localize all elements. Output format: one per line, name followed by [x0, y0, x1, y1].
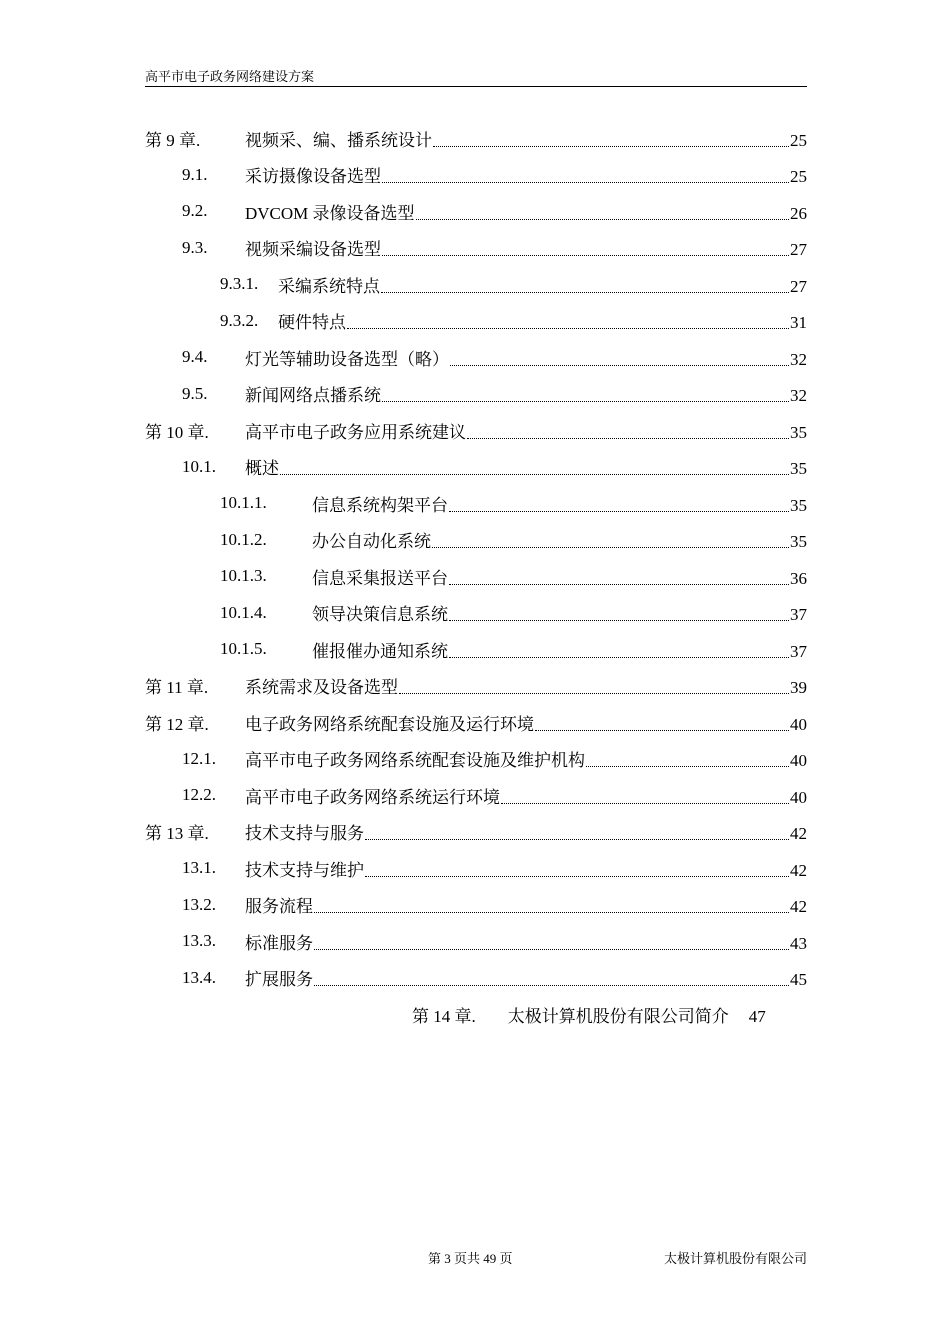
toc-entry-number: 12.2. [182, 785, 216, 804]
toc-entry-page: 43 [790, 933, 807, 953]
toc-entry-title: 高平市电子政务网络系统配套设施及维护机构 [245, 751, 585, 770]
toc-leader-dots [449, 584, 789, 585]
toc-entry-page: 25 [790, 130, 807, 150]
toc-leader-dots [365, 876, 789, 877]
toc-entry-page: 40 [790, 751, 807, 770]
toc-entry-page: 47 [748, 1007, 766, 1026]
toc-entry-title: 视频采、编、播系统设计 [245, 130, 432, 150]
toc-leader-dots [586, 766, 789, 767]
toc-entry[interactable] [0, 412, 950, 448]
toc-leader-dots [467, 438, 789, 439]
toc-leader-dots [314, 985, 789, 986]
toc-entry-title: 技术支持与维护 [245, 860, 364, 880]
toc-entry[interactable] [0, 668, 950, 704]
header-divider [145, 86, 807, 87]
toc-entry-page: 32 [790, 386, 807, 405]
toc-entry-number: 10.1.2. [220, 529, 267, 549]
toc-leader-dots [381, 292, 789, 293]
toc-entry-number: 13.3. [182, 931, 216, 950]
toc-leader-dots [382, 182, 789, 183]
toc-entry[interactable] [0, 157, 950, 193]
toc-entry-title: 服务流程 [245, 897, 313, 916]
toc-entry-title: 硬件特点 [278, 313, 346, 332]
toc-leader-dots [382, 401, 789, 402]
footer-page-info: 第 3 页共 49 页 [428, 1251, 513, 1266]
toc-entry-page: 42 [790, 824, 807, 843]
toc-entry-title: 电子政务网络系统配套设施及运行环境 [245, 714, 534, 734]
footer-company: 太极计算机股份有限公司 [663, 1251, 807, 1266]
toc-entry-number: 10.1.5. [220, 639, 267, 658]
toc-entry-number: 第 12 章. [145, 714, 209, 734]
toc-entry-number: 9.3.2. [220, 310, 259, 330]
toc-entry[interactable] [0, 193, 950, 229]
toc-leader-dots [432, 547, 789, 548]
toc-entry-number: 10.1.4. [220, 602, 267, 622]
toc-entry-number: 第 11 章. [145, 678, 209, 697]
toc-entry-page: 39 [790, 678, 807, 697]
toc-entry-title: 催报催办通知系统 [312, 641, 448, 661]
toc-leader-dots [382, 255, 789, 256]
toc-entry-title: 办公自动化系统 [312, 532, 431, 551]
toc-entry[interactable] [0, 850, 950, 886]
toc-entry-number: 9.3. [182, 237, 208, 257]
toc-leader-dots [365, 839, 789, 840]
toc-entry[interactable] [0, 266, 950, 302]
toc-entry-number: 第 13 章. [145, 824, 209, 843]
toc-entry-title: 领导决策信息系统 [312, 605, 448, 624]
toc-entry-page: 35 [790, 422, 807, 442]
toc-entry-title: 采编系统特点 [278, 276, 380, 296]
toc-entry-title: 视频采编设备选型 [245, 240, 381, 259]
toc-entry[interactable] [0, 558, 950, 594]
toc-entry-page: 40 [790, 787, 807, 807]
toc-leader-dots [433, 146, 789, 147]
toc-entry-title: 新闻网络点播系统 [245, 386, 381, 405]
toc-leader-dots [501, 803, 789, 804]
toc-entry[interactable] [0, 449, 950, 485]
toc-entry-number: 第 14 章. [412, 1007, 476, 1026]
toc-entry-page: 25 [790, 167, 807, 186]
toc-entry-number: 13.1. [182, 858, 216, 877]
toc-entry-title: 系统需求及设备选型 [245, 678, 398, 697]
toc-entry-page: 37 [790, 605, 807, 624]
toc-entry-title: 技术支持与服务 [245, 824, 364, 843]
toc-entry-number: 10.1.3. [220, 566, 267, 585]
toc-leader-dots [535, 730, 789, 731]
toc-entry-title: 太极计算机股份有限公司简介 [507, 1007, 729, 1026]
toc-entry-number: 10.1.1. [220, 493, 267, 512]
toc-entry-number: 9.4. [182, 347, 208, 366]
toc-entry-page: 42 [790, 897, 807, 916]
toc-entry-title: 信息系统构架平台 [312, 495, 448, 515]
toc-entry-title: 信息采集报送平台 [312, 568, 448, 588]
toc-leader-dots [399, 693, 789, 694]
toc-entry[interactable] [0, 339, 950, 375]
toc-entry-last[interactable] [412, 1002, 766, 1027]
header-title: 高平市电子政务网络建设方案 [145, 69, 315, 84]
toc-entry-title: 标准服务 [245, 933, 313, 953]
toc-entry-title: 高平市电子政务应用系统建议 [245, 422, 466, 442]
toc-entry[interactable] [0, 777, 950, 813]
toc-entry-title: 概述 [245, 459, 279, 478]
toc-entry-page: 40 [790, 714, 807, 734]
toc-entry[interactable] [0, 230, 950, 266]
toc-entry-number: 第 9 章. [145, 130, 201, 150]
toc-entry[interactable] [0, 595, 950, 631]
toc-entry-number: 9.5. [182, 383, 208, 403]
toc-entry-page: 31 [790, 313, 807, 332]
toc-entry-number: 第 10 章. [145, 422, 209, 442]
toc-entry-page: 42 [790, 860, 807, 880]
toc-entry[interactable] [0, 522, 950, 558]
toc-entry-number: 9.2. [182, 201, 208, 220]
toc-entry-page: 35 [790, 495, 807, 515]
toc-entry[interactable] [0, 741, 950, 777]
toc-entry[interactable] [0, 631, 950, 667]
toc-leader-dots [449, 511, 789, 512]
toc-entry-page: 45 [790, 970, 807, 989]
toc-entry-title: 采访摄像设备选型 [245, 167, 381, 186]
toc-entry-title: 高平市电子政务网络系统运行环境 [245, 787, 500, 807]
toc-entry-page: 26 [790, 203, 807, 223]
toc-entry-number: 10.1. [182, 456, 216, 476]
toc-entry-title: 扩展服务 [245, 970, 313, 989]
toc-entry[interactable] [0, 960, 950, 996]
toc-entry[interactable] [0, 376, 950, 412]
toc-leader-dots [449, 620, 789, 621]
toc-leader-dots [347, 328, 789, 329]
toc-leader-dots [314, 912, 789, 913]
toc-entry[interactable] [0, 303, 950, 339]
toc-entry[interactable] [0, 814, 950, 850]
toc-leader-dots [449, 657, 789, 658]
toc-entry[interactable] [0, 887, 950, 923]
toc-entry[interactable] [0, 485, 950, 521]
toc-leader-dots [416, 219, 789, 220]
toc-entry-page: 32 [790, 349, 807, 369]
toc-entry-number: 9.1. [182, 164, 208, 184]
toc-entry[interactable] [0, 704, 950, 740]
toc-entry[interactable] [0, 120, 950, 156]
toc-entry-number: 12.1. [182, 748, 216, 768]
toc-entry-page: 37 [790, 641, 807, 661]
toc-entry-page: 35 [790, 532, 807, 551]
toc-leader-dots [280, 474, 789, 475]
toc-entry[interactable] [0, 923, 950, 959]
toc-entry-page: 27 [790, 276, 807, 296]
toc-entry-number: 9.3.1. [220, 274, 259, 293]
toc-entry-number: 13.2. [182, 894, 216, 914]
toc-leader-dots [450, 365, 789, 366]
toc-leader-dots [314, 949, 789, 950]
toc-entry-title: 灯光等辅助设备选型（略） [245, 349, 449, 369]
toc-entry-page: 35 [790, 459, 807, 478]
toc-entry-title: DVCOM 录像设备选型 [245, 203, 415, 223]
toc-entry-page: 36 [790, 568, 807, 588]
toc-entry-page: 27 [790, 240, 807, 259]
toc-entry-number: 13.4. [182, 967, 216, 987]
